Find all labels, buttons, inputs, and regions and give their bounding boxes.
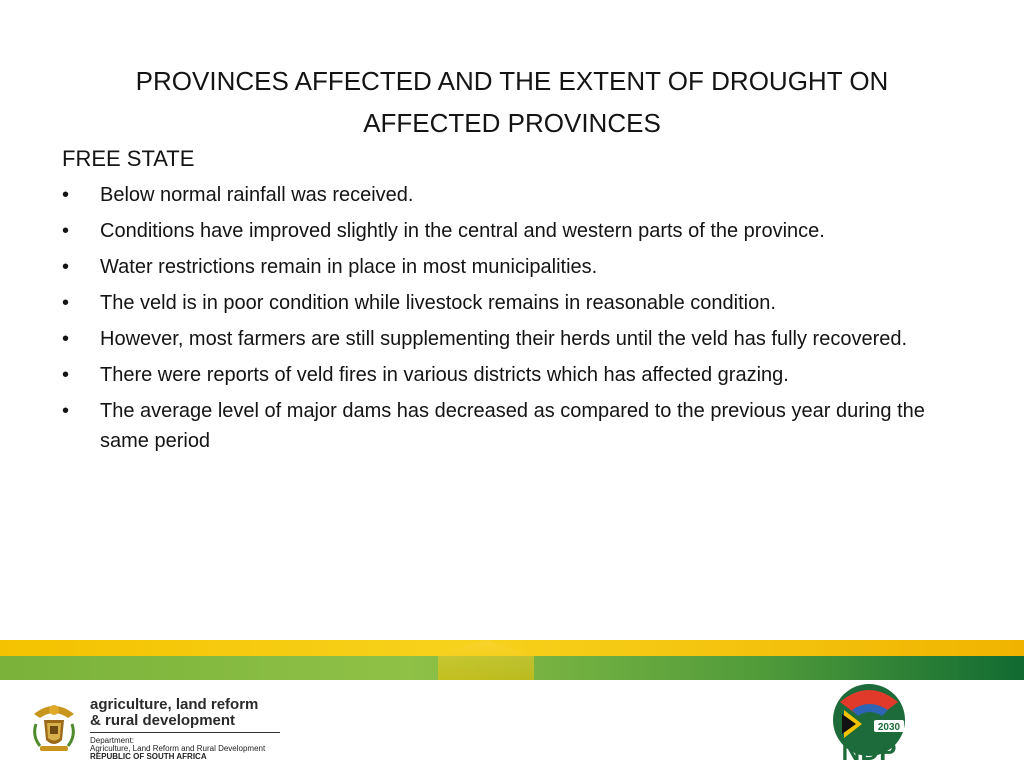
dept-full-name: Agriculture, Land Reform and Rural Development bbox=[90, 744, 266, 753]
bullet-item bbox=[62, 288, 962, 318]
bullet-symbol: • bbox=[62, 328, 70, 350]
slide-title: PROVINCES AFFECTED AND THE EXTENT OF DROUGHT ON AFFECTED PROVINCES bbox=[135, 66, 889, 138]
dept-name-line1: agriculture, land reform bbox=[90, 696, 259, 713]
bullet-text: The average level of major dams has decreased as compared to the previous year during the same period bbox=[100, 400, 925, 452]
bullet-text: Conditions have improved slightly in the central and western parts of the province. bbox=[100, 220, 825, 242]
dept-divider bbox=[90, 732, 280, 733]
bullet-symbol: • bbox=[62, 400, 70, 422]
bullet-item bbox=[62, 360, 962, 390]
bullet-text: There were reports of veld fires in various districts which has affected grazing. bbox=[100, 364, 789, 386]
bullet-text: Below normal rainfall was received. bbox=[100, 184, 414, 206]
bullet-list bbox=[62, 180, 962, 462]
bullet-item bbox=[62, 324, 962, 354]
ndp-year: 2030 bbox=[877, 722, 901, 733]
bullet-item bbox=[62, 252, 962, 282]
bullet-text: The veld is in poor condition while livestock remains in reasonable condition. bbox=[100, 292, 776, 314]
bullet-symbol: • bbox=[62, 292, 70, 314]
bullet-item bbox=[62, 396, 962, 456]
dept-label: Department: bbox=[90, 736, 135, 745]
bullet-text: However, most farmers are still supplementing their herds until the veld has fully recovered. bbox=[100, 328, 908, 350]
department-logo bbox=[28, 696, 288, 760]
ndp-2030-logo bbox=[822, 680, 916, 766]
country-name: REPUBLIC OF SOUTH AFRICA bbox=[90, 752, 207, 761]
dept-name-line2: & rural development bbox=[90, 712, 236, 729]
bullet-symbol: • bbox=[62, 364, 70, 386]
section-heading: FREE STATE bbox=[62, 146, 195, 171]
coat-of-arms-icon bbox=[28, 696, 80, 756]
bullet-text: Water restrictions remain in place in most municipalities. bbox=[100, 256, 598, 278]
bullet-symbol: • bbox=[62, 256, 70, 278]
bullet-item bbox=[62, 216, 962, 246]
bullet-symbol: • bbox=[62, 220, 70, 242]
bullet-symbol: • bbox=[62, 184, 70, 206]
ndp-wordmark: NDP bbox=[841, 736, 897, 766]
bullet-item bbox=[62, 180, 962, 210]
